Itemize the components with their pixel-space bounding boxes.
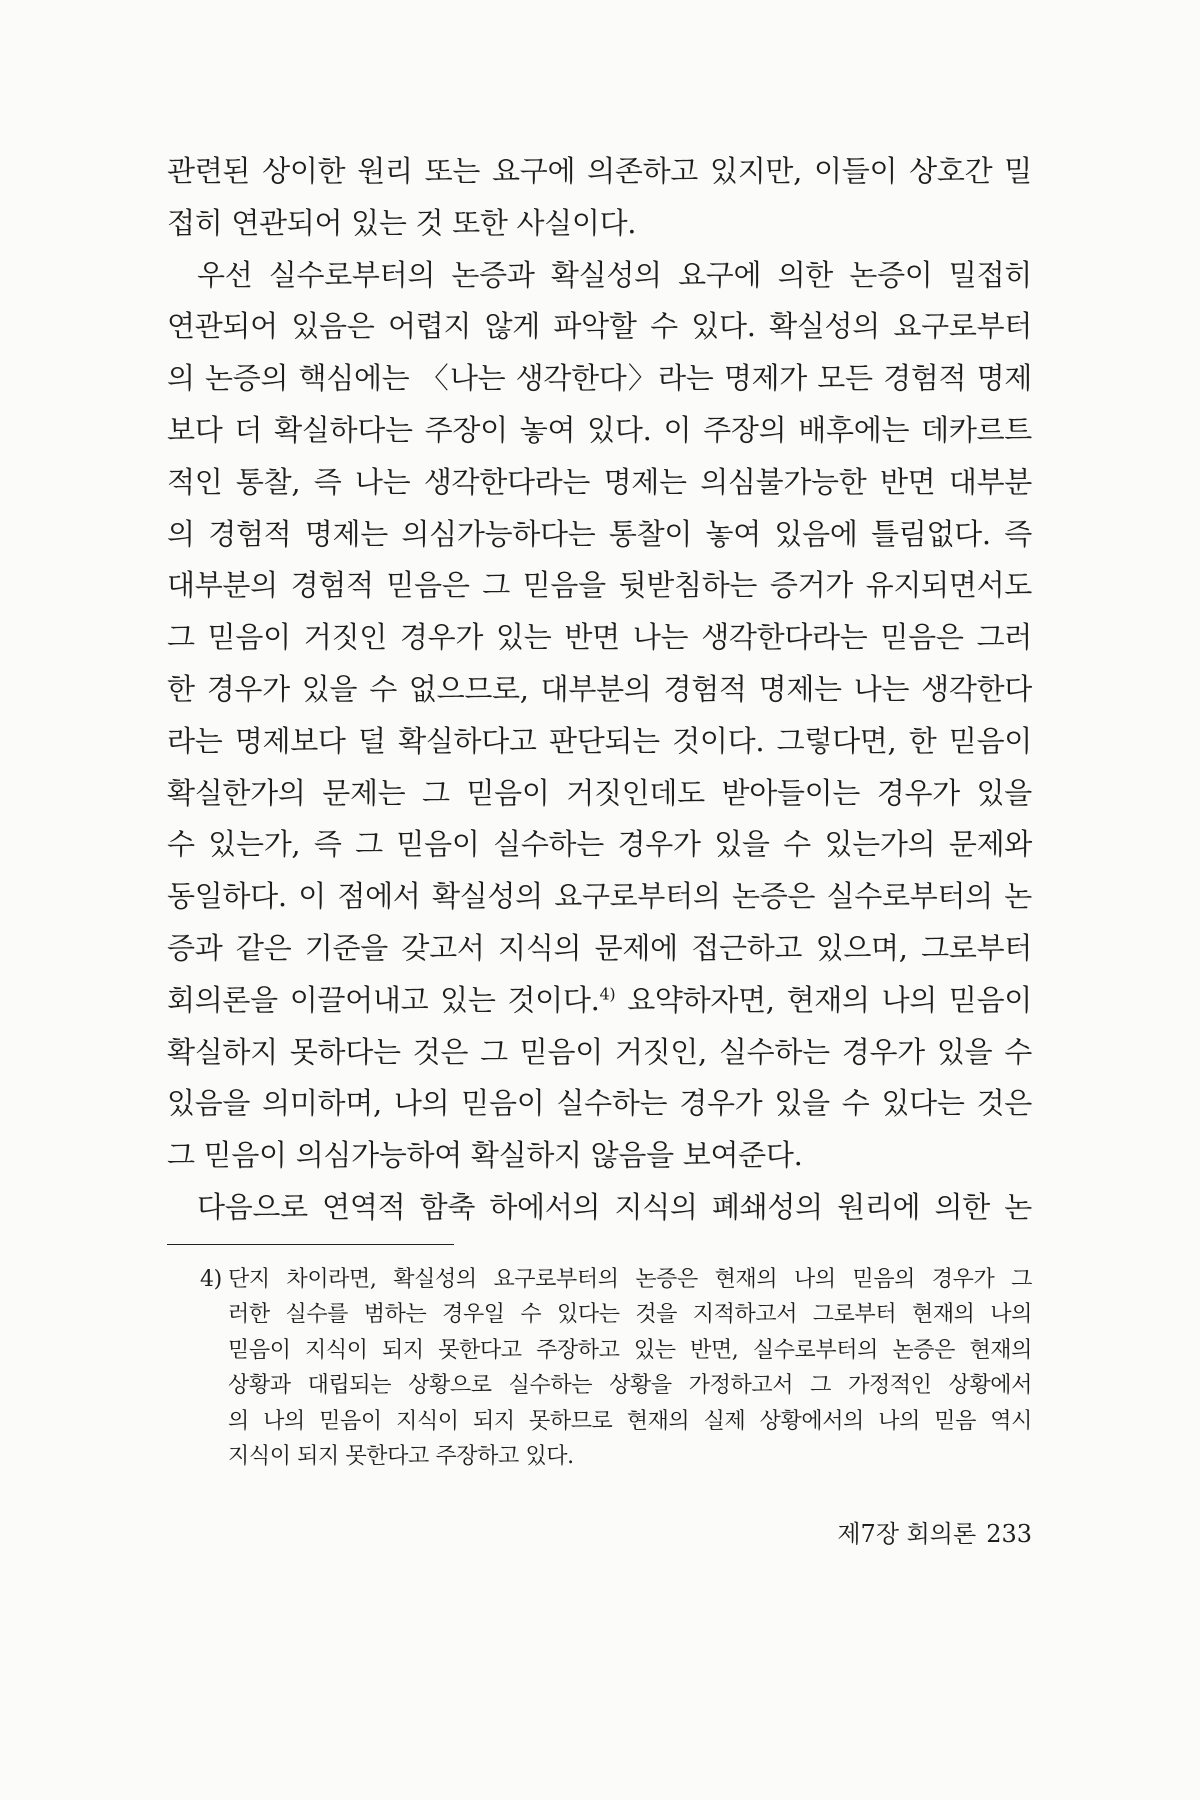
footnote-marker: 4) bbox=[200, 1267, 222, 1292]
chapter-title: 제7장 회의론 bbox=[837, 1520, 977, 1548]
text-line: 그 믿음이 거짓인 경우가 있는 반면 나는 생각한다라는 믿음은 그러 bbox=[167, 620, 1032, 655]
footnote-line bbox=[200, 1262, 1032, 1297]
footnote-line: 지식이 되지 못한다고 주장하고 있다. bbox=[228, 1443, 574, 1469]
footnote-reference[interactable]: 4) bbox=[599, 984, 616, 1004]
text-line: 접히 연관되어 있는 것 또한 사실이다. bbox=[167, 205, 637, 240]
text-line: 그 믿음이 의심가능하여 확실하지 않음을 보여준다. bbox=[167, 1138, 803, 1173]
text-line: 확실하지 못하다는 것은 그 믿음이 거짓인, 실수하는 경우가 있을 수 bbox=[167, 1034, 1032, 1069]
text-line: 적인 통찰, 즉 나는 생각한다라는 명제는 의심불가능한 반면 대부분 bbox=[167, 464, 1032, 499]
text-line: 대부분의 경험적 믿음은 그 믿음을 뒷받침하는 증거가 유지되면서도 bbox=[167, 568, 1032, 603]
text-line: 관련된 상이한 원리 또는 요구에 의존하고 있지만, 이들이 상호간 밀 bbox=[167, 154, 1032, 188]
text-line: 의 논증의 핵심에는 〈나는 생각한다〉라는 명제가 모든 경험적 명제 bbox=[167, 361, 1032, 396]
footnote-line: 러한 실수를 범하는 경우일 수 있다는 것을 지적하고서 그로부터 현재의 나의 bbox=[228, 1302, 1032, 1328]
footnote-divider bbox=[167, 1244, 454, 1245]
text-line: 라는 명제보다 덜 확실하다고 판단되는 것이다. 그렇다면, 한 믿음이 bbox=[167, 723, 1032, 758]
text-line bbox=[167, 975, 1032, 1027]
footnote-line: 의 나의 믿음이 지식이 되지 못하므로 현재의 실제 상황에서의 나의 믿음 역시 bbox=[228, 1408, 1032, 1434]
text-line: 다음으로 연역적 함축 하에서의 지식의 폐쇄성의 원리에 의한 논 bbox=[197, 1189, 1032, 1224]
footnote-text: 단지 차이라면, 확실성의 요구로부터의 논증은 현재의 나의 믿음의 경우가 그 bbox=[228, 1267, 1032, 1292]
text-line: 수 있는가, 즉 그 믿음이 실수하는 경우가 있을 수 있는가의 문제와 bbox=[167, 827, 1032, 862]
text-line: 의 경험적 명제는 의심가능하다는 통찰이 놓여 있음에 틀림없다. 즉 bbox=[167, 516, 1032, 551]
text-line: 우선 실수로부터의 논증과 확실성의 요구에 의한 논증이 밀접히 bbox=[197, 257, 1032, 292]
text-line: 확실한가의 문제는 그 믿음이 거짓인데도 받아들이는 경우가 있을 bbox=[167, 775, 1032, 810]
text-line: 연관되어 있음은 어렵지 않게 파악할 수 있다. 확실성의 요구로부터 bbox=[167, 309, 1032, 344]
text-line: 증과 같은 기준을 갖고서 지식의 문제에 접근하고 있으며, 그로부터 bbox=[167, 930, 1032, 965]
text-line: 동일하다. 이 점에서 확실성의 요구로부터의 논증은 실수로부터의 논 bbox=[167, 879, 1032, 914]
page-number: 233 bbox=[986, 1520, 1032, 1548]
footnote-line: 상황과 대립되는 상황으로 실수하는 상황을 가정하고서 그 가정적인 상황에서 bbox=[228, 1373, 1032, 1399]
footnote bbox=[200, 1262, 1032, 1474]
text-line: 한 경우가 있을 수 없으므로, 대부분의 경험적 명제는 나는 생각한다 bbox=[167, 671, 1032, 706]
running-footer bbox=[760, 1517, 1032, 1551]
footnote-line: 믿음이 지식이 되지 못한다고 주장하고 있는 반면, 실수로부터의 논증은 현재의 bbox=[228, 1337, 1032, 1363]
text-segment: 요약하자면, 현재의 나의 믿음이 bbox=[627, 982, 1033, 1017]
body-text bbox=[167, 146, 1032, 1234]
text-line: 있음을 의미하며, 나의 믿음이 실수하는 경우가 있을 수 있다는 것은 bbox=[167, 1086, 1032, 1121]
text-line: 보다 더 확실하다는 주장이 놓여 있다. 이 주장의 배후에는 데카르트 bbox=[167, 412, 1032, 447]
text-segment: 회의론을 이끌어내고 있는 것이다. bbox=[167, 982, 600, 1017]
